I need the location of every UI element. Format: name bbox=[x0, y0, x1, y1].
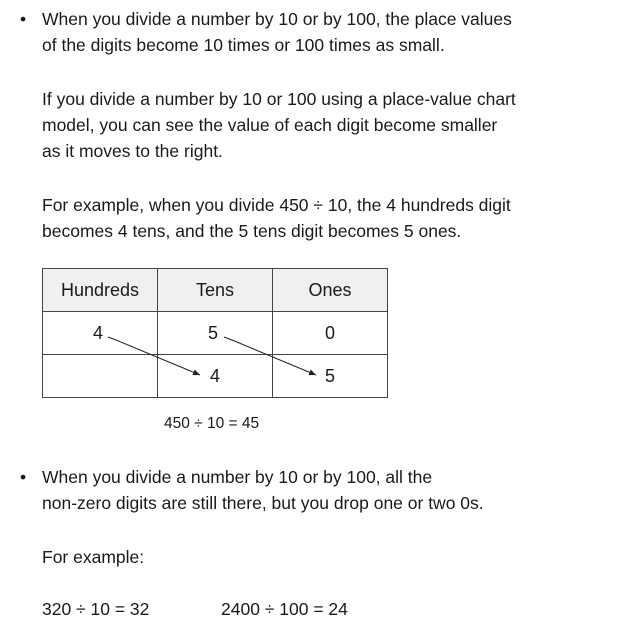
cell-ones-after: 5 bbox=[273, 355, 388, 398]
paragraph-2-line-1: If you divide a number by 10 or 100 using a place-value chart bbox=[42, 89, 516, 109]
header-ones: Ones bbox=[273, 269, 388, 312]
paragraph-2-line-2: model, you can see the value of each digit become smaller bbox=[42, 115, 498, 135]
bullet-1-line-2: of the digits become 10 times or 100 times as small. bbox=[42, 35, 445, 55]
header-hundreds: Hundreds bbox=[43, 269, 158, 312]
example-2: 2400 ÷ 100 = 24 bbox=[221, 599, 348, 619]
cell-tens-after: 4 bbox=[158, 355, 273, 398]
place-value-row-before bbox=[43, 312, 388, 355]
bullet-1-line-1: When you divide a number by 10 or by 100, the place values bbox=[42, 9, 512, 29]
paragraph-2-line-3: as it moves to the right. bbox=[42, 141, 223, 161]
cell-hundreds-before: 4 bbox=[43, 312, 158, 355]
paragraph-3-line-2: becomes 4 tens, and the 5 tens digit becomes 5 ones. bbox=[42, 221, 462, 241]
table-caption: 450 ÷ 10 = 45 bbox=[164, 415, 260, 432]
header-tens: Tens bbox=[158, 269, 273, 312]
bullet-2-line-1: When you divide a number by 10 or by 100, all the bbox=[42, 467, 433, 487]
place-value-chart bbox=[42, 268, 388, 398]
place-value-header-row bbox=[43, 269, 388, 312]
cell-ones-before: 0 bbox=[273, 312, 388, 355]
cell-tens-before: 5 bbox=[158, 312, 273, 355]
bullet-1: • bbox=[20, 9, 27, 29]
bullet-2-line-2: non-zero digits are still there, but you drop one or two 0s. bbox=[42, 493, 484, 513]
example-1: 320 ÷ 10 = 32 bbox=[42, 599, 150, 619]
example-label: For example: bbox=[42, 547, 145, 567]
cell-hundreds-after bbox=[43, 355, 158, 398]
paragraph-3-line-1: For example, when you divide 450 ÷ 10, the 4 hundreds digit bbox=[42, 195, 511, 215]
place-value-row-after bbox=[43, 355, 388, 398]
bullet-2: • bbox=[20, 467, 27, 487]
